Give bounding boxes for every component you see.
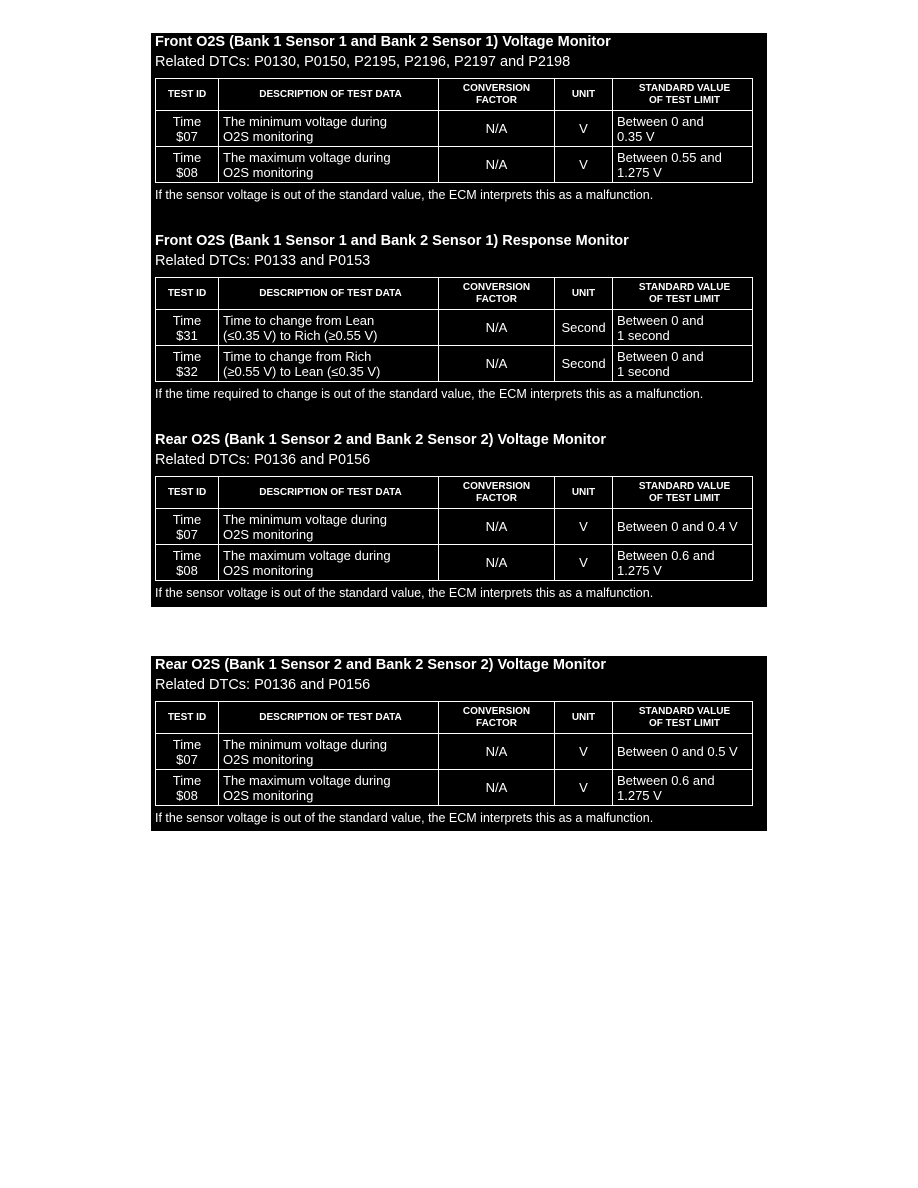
table-row: [156, 770, 753, 806]
conversion-factor-cell: N/A: [439, 111, 555, 147]
test-id-line1: Time: [172, 312, 202, 328]
description-line1: Time to change from Rich: [223, 348, 372, 364]
header-test-id: TEST ID: [156, 477, 219, 509]
standard-value-line1: Between 0 and: [617, 312, 704, 328]
header-unit: UNIT: [555, 278, 613, 310]
description-line2: O2S monitoring: [223, 562, 314, 578]
header-conversion-factor: [439, 702, 555, 734]
table-header-row: [156, 702, 753, 734]
header-conversion-line1: CONVERSION: [462, 281, 531, 293]
header-description: DESCRIPTION OF TEST DATA: [219, 702, 439, 734]
test-id-cell: [156, 734, 219, 770]
table-header-row: [156, 79, 753, 111]
table-body: [156, 111, 753, 183]
header-standard-line1: STANDARD VALUE: [638, 705, 731, 717]
table-row: [156, 734, 753, 770]
description-line2: O2S monitoring: [223, 128, 314, 144]
test-data-table: [155, 78, 753, 183]
standard-value-cell: [613, 770, 753, 806]
standard-value-cell: [613, 509, 753, 545]
test-id-cell: [156, 111, 219, 147]
monitor-panel-1: [151, 33, 767, 607]
description-cell: [219, 734, 439, 770]
conversion-factor-cell: N/A: [439, 310, 555, 346]
table-row: [156, 545, 753, 581]
header-standard-line1: STANDARD VALUE: [638, 82, 731, 94]
table-row: [156, 310, 753, 346]
conversion-factor-cell: N/A: [439, 770, 555, 806]
description-cell: [219, 770, 439, 806]
unit-cell: V: [555, 734, 613, 770]
description-line2: O2S monitoring: [223, 787, 314, 803]
test-id-line1: Time: [172, 149, 202, 165]
description-line1: The maximum voltage during: [223, 149, 391, 165]
header-test-id: TEST ID: [156, 278, 219, 310]
header-standard-value: [613, 477, 753, 509]
header-unit: UNIT: [555, 477, 613, 509]
conversion-factor-cell: N/A: [439, 346, 555, 382]
standard-value-line1: Between 0.55 and: [617, 149, 722, 165]
description-line2: (≥0.55 V) to Lean (≤0.35 V): [223, 363, 381, 379]
standard-value-cell: [613, 147, 753, 183]
header-standard-value: [613, 702, 753, 734]
malfunction-note: If the time required to change is out of the standard value, the ECM interprets this as a malfunction.: [155, 387, 704, 401]
test-id-line1: Time: [172, 348, 202, 364]
unit-cell: V: [555, 147, 613, 183]
table-row: [156, 111, 753, 147]
test-data-table: [155, 476, 753, 581]
test-id-line2: $08: [176, 787, 198, 803]
test-data-table: [155, 701, 753, 806]
section-title: Front O2S (Bank 1 Sensor 1 and Bank 2 Sensor 1) Voltage Monitor: [155, 34, 611, 50]
standard-value-line2: 1.275 V: [617, 787, 662, 803]
standard-value-cell: [613, 346, 753, 382]
test-id-line2: $07: [176, 128, 198, 144]
test-id-line1: Time: [172, 772, 202, 788]
description-cell: [219, 346, 439, 382]
header-test-id: TEST ID: [156, 702, 219, 734]
test-data-table: [155, 277, 753, 382]
description-line1: Time to change from Lean: [223, 312, 375, 328]
section-title: Rear O2S (Bank 1 Sensor 2 and Bank 2 Sensor 2) Voltage Monitor: [155, 657, 606, 673]
test-id-cell: [156, 346, 219, 382]
test-id-cell: [156, 147, 219, 183]
test-id-line1: Time: [172, 511, 202, 527]
description-cell: [219, 545, 439, 581]
unit-cell: Second: [555, 310, 613, 346]
standard-value-cell: [613, 545, 753, 581]
test-id-line1: Time: [172, 736, 202, 752]
header-description: DESCRIPTION OF TEST DATA: [219, 278, 439, 310]
description-line1: The maximum voltage during: [223, 547, 391, 563]
test-id-line2: $07: [176, 751, 198, 767]
description-line2: (≤0.35 V) to Rich (≥0.55 V): [223, 327, 378, 343]
test-id-cell: [156, 509, 219, 545]
conversion-factor-cell: N/A: [439, 545, 555, 581]
related-dtcs: Related DTCs: P0130, P0150, P2195, P2196, P2197 and P2198: [155, 54, 571, 70]
description-line2: O2S monitoring: [223, 751, 314, 767]
standard-value-line2: 1 second: [617, 363, 670, 379]
conversion-factor-cell: N/A: [439, 509, 555, 545]
standard-value-line1: Between 0.6 and: [617, 772, 715, 788]
description-line1: The maximum voltage during: [223, 772, 391, 788]
standard-value-cell: [613, 734, 753, 770]
header-conversion-line2: FACTOR: [476, 717, 517, 729]
header-conversion-line1: CONVERSION: [462, 705, 531, 717]
header-conversion-line1: CONVERSION: [462, 82, 531, 94]
table-body: [156, 734, 753, 806]
description-line1: The minimum voltage during: [223, 736, 388, 752]
header-standard-line2: OF TEST LIMIT: [648, 94, 721, 106]
header-conversion-factor: [439, 79, 555, 111]
standard-value-line2: 0.35 V: [617, 128, 655, 144]
unit-cell: Second: [555, 346, 613, 382]
unit-cell: V: [555, 770, 613, 806]
header-conversion-line2: FACTOR: [476, 293, 517, 305]
unit-cell: V: [555, 545, 613, 581]
header-conversion-line2: FACTOR: [476, 94, 517, 106]
header-conversion-factor: [439, 278, 555, 310]
standard-value-cell: [613, 310, 753, 346]
malfunction-note: If the sensor voltage is out of the standard value, the ECM interprets this as a malfunction.: [155, 586, 654, 600]
table-body: [156, 310, 753, 382]
table-row: [156, 147, 753, 183]
standard-value-line2: 1.275 V: [617, 164, 662, 180]
description-cell: [219, 509, 439, 545]
table-body: [156, 509, 753, 581]
header-standard-line2: OF TEST LIMIT: [648, 492, 721, 504]
header-conversion-factor: [439, 477, 555, 509]
header-unit: UNIT: [555, 702, 613, 734]
malfunction-note: If the sensor voltage is out of the standard value, the ECM interprets this as a malfunction.: [155, 811, 654, 825]
header-test-id: TEST ID: [156, 79, 219, 111]
test-id-line2: $32: [176, 363, 198, 379]
header-description: DESCRIPTION OF TEST DATA: [219, 477, 439, 509]
standard-value-line1: Between 0.6 and: [617, 547, 715, 563]
description-cell: [219, 310, 439, 346]
malfunction-note: If the sensor voltage is out of the standard value, the ECM interprets this as a malfunction.: [155, 188, 654, 202]
section-title: Front O2S (Bank 1 Sensor 1 and Bank 2 Sensor 1) Response Monitor: [155, 233, 629, 249]
test-id-line2: $08: [176, 164, 198, 180]
test-id-line2: $31: [176, 327, 198, 343]
test-id-line2: $08: [176, 562, 198, 578]
standard-value-line2: 1.275 V: [617, 562, 662, 578]
description-line2: O2S monitoring: [223, 526, 314, 542]
description-line1: The minimum voltage during: [223, 113, 388, 129]
table-header-row: [156, 278, 753, 310]
standard-value-line1: Between 0 and: [617, 348, 704, 364]
header-standard-line2: OF TEST LIMIT: [648, 717, 721, 729]
table-row: [156, 346, 753, 382]
description-cell: [219, 147, 439, 183]
header-description: DESCRIPTION OF TEST DATA: [219, 79, 439, 111]
header-standard-line2: OF TEST LIMIT: [648, 293, 721, 305]
related-dtcs: Related DTCs: P0136 and P0156: [155, 677, 371, 693]
standard-value-cell: [613, 111, 753, 147]
test-id-cell: [156, 310, 219, 346]
description-line2: O2S monitoring: [223, 164, 314, 180]
test-id-line1: Time: [172, 547, 202, 563]
conversion-factor-cell: N/A: [439, 734, 555, 770]
test-id-line1: Time: [172, 113, 202, 129]
standard-value-line1: Between 0 and 0.5 V: [617, 744, 738, 759]
header-standard-value: [613, 79, 753, 111]
test-id-line2: $07: [176, 526, 198, 542]
description-line1: The minimum voltage during: [223, 511, 388, 527]
description-cell: [219, 111, 439, 147]
header-standard-line1: STANDARD VALUE: [638, 480, 731, 492]
header-conversion-line2: FACTOR: [476, 492, 517, 504]
related-dtcs: Related DTCs: P0136 and P0156: [155, 452, 371, 468]
table-row: [156, 509, 753, 545]
unit-cell: V: [555, 111, 613, 147]
test-id-cell: [156, 770, 219, 806]
conversion-factor-cell: N/A: [439, 147, 555, 183]
header-standard-value: [613, 278, 753, 310]
related-dtcs: Related DTCs: P0133 and P0153: [155, 253, 371, 269]
header-standard-line1: STANDARD VALUE: [638, 281, 731, 293]
standard-value-line1: Between 0 and: [617, 113, 704, 129]
header-unit: UNIT: [555, 79, 613, 111]
table-header-row: [156, 477, 753, 509]
standard-value-line1: Between 0 and 0.4 V: [617, 519, 738, 534]
section-title: Rear O2S (Bank 1 Sensor 2 and Bank 2 Sensor 2) Voltage Monitor: [155, 432, 606, 448]
header-conversion-line1: CONVERSION: [462, 480, 531, 492]
standard-value-line2: 1 second: [617, 327, 670, 343]
unit-cell: V: [555, 509, 613, 545]
monitor-panel-2: [151, 656, 767, 831]
test-id-cell: [156, 545, 219, 581]
